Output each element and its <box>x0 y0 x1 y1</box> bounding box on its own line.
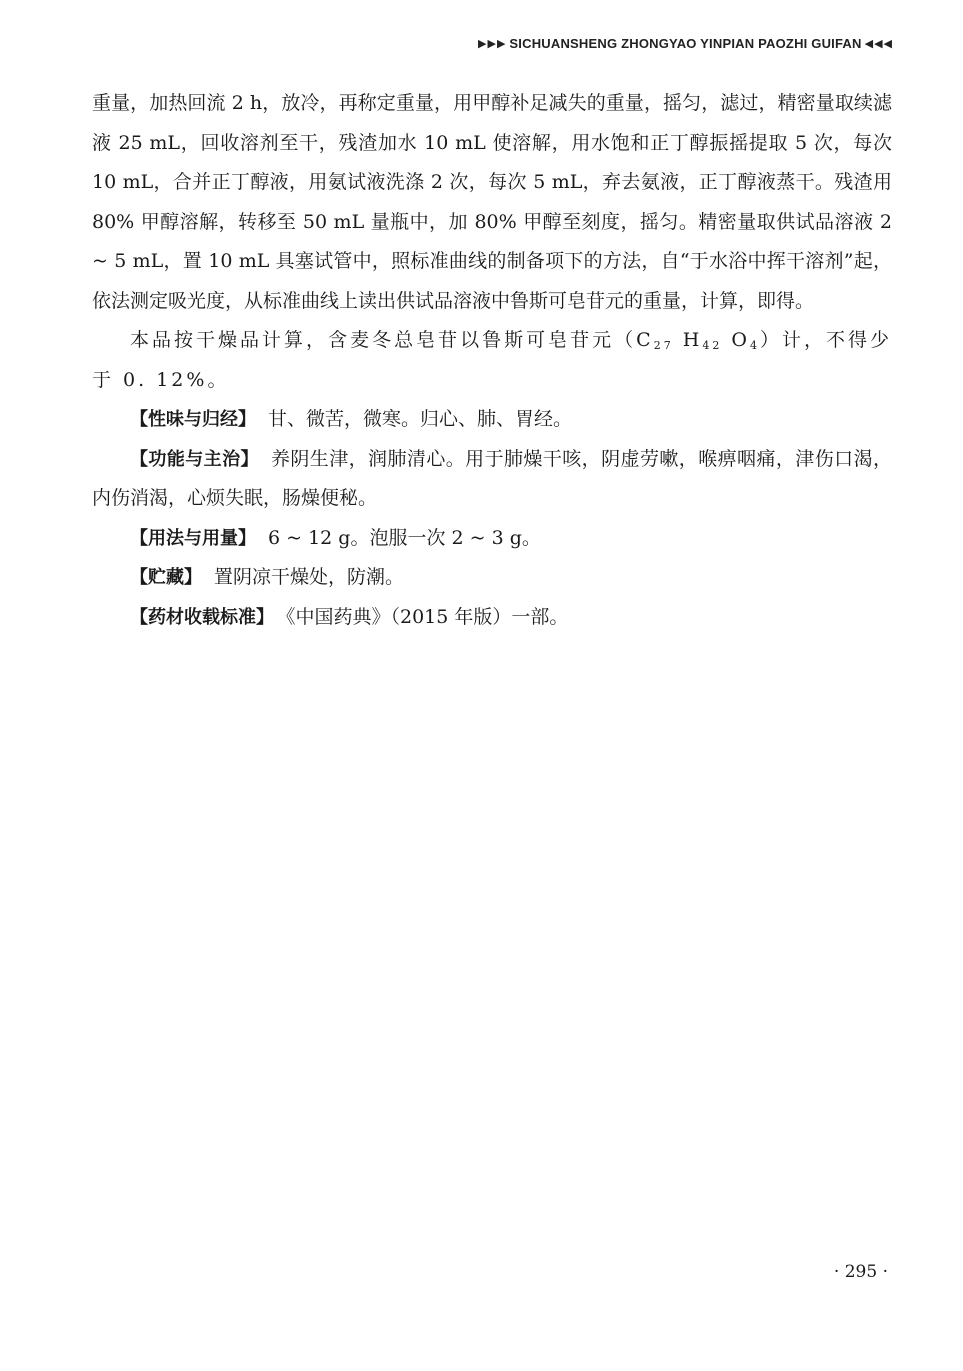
section-text: 置阴凉干燥处，防潮。 <box>214 566 405 588</box>
section-title: 【性味与归经】 <box>130 409 256 430</box>
section-text: 《中国药典》（2015 年版）一部。 <box>286 605 569 628</box>
page-number: · 295 · <box>833 1262 888 1282</box>
section-nature-meridian <box>92 400 892 440</box>
section-text: 甘、微苦，微寒。归心、肺、胃经。 <box>268 408 573 430</box>
requirement-text-end: ）计，不得少于 0. 12%。 <box>92 329 892 391</box>
section-text: 6 ~ 12 g。泡服一次 2 ~ 3 g。 <box>268 526 541 549</box>
formula-o: O <box>722 329 750 351</box>
formula-subscript-h: 42 <box>702 339 723 352</box>
section-title: 【用法与用量】 <box>130 527 256 549</box>
section-storage <box>92 558 892 598</box>
header-left-arrows: ▶▶▶ <box>478 38 507 50</box>
section-function-indication <box>92 440 892 519</box>
formula-subscript-c: 27 <box>653 339 674 352</box>
section-title: 【功能与主治】 <box>130 448 259 470</box>
page-content <box>92 84 892 637</box>
formula-subscript-o: 4 <box>749 339 760 352</box>
section-material-standard <box>92 598 892 638</box>
section-title: 【贮藏】 <box>130 567 202 588</box>
section-usage-dosage <box>92 519 892 559</box>
section-text: 养阴生津，润肺清心。用于肺燥干咳，阴虚劳嗽，喉痹咽痛，津伤口渴，内伤消渴，心烦失眠，肠燥便秘。 <box>92 447 892 509</box>
assay-paragraph: 重量，加热回流 2 h，放冷，再称定重量，用甲醇补足减失的重量，摇匀，滤过，精密量取续滤液 25 mL，回收溶剂至干，残渣加水 10 mL 使溶解，用水饱和正丁醇振摇提取 5 次，每次 10 mL，合并正丁醇液，用氨试液洗涤 2 次，每次 5 mL，弃去氨液，正丁醇液蒸干。残渣用 80% 甲醇溶解，转移至 50 mL 量瓶中，加 80% 甲醇至刻度，摇匀。精密量取供试品溶液 2 ~ 5 mL，置 10 mL 具塞试管中，照标准曲线的制备项下的方法，自“于水浴中挥干溶剂”起，依法测定吸光度，从标准曲线上读出供试品溶液中鲁斯可皂苷元的重量，计算，即得。 <box>92 92 892 312</box>
content-requirement-paragraph <box>92 321 892 400</box>
formula-h: H <box>673 329 703 351</box>
section-title: 【药材收载标准】 <box>130 606 274 628</box>
header-right-arrows: ◀◀◀ <box>864 38 893 50</box>
header-title: SICHUANSHENG ZHONGYAO YINPIAN PAOZHI GUIFAN <box>509 36 862 51</box>
running-header <box>478 36 893 51</box>
requirement-text-start: 本品按干燥品计算，含麦冬总皂苷以鲁斯可皂苷元（C <box>130 329 654 351</box>
